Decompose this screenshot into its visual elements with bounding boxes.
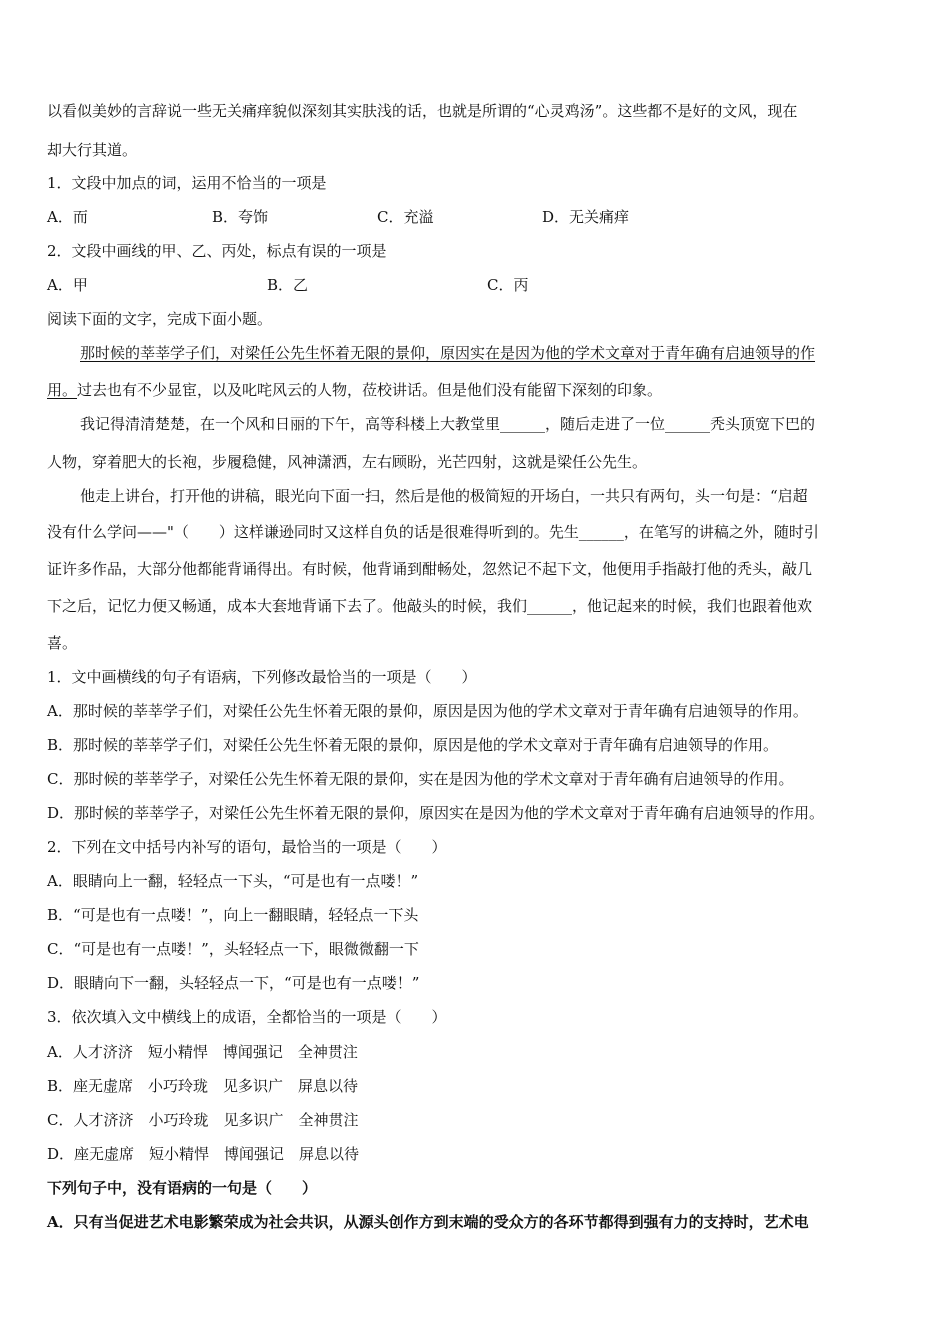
passage1-line1: 以看似美妙的言辞说一些无关痛痒貌似深刻其实肤浅的话，也就是所谓的“心灵鸡汤”。这些都不是好的文风，现在 xyxy=(47,102,798,120)
q1-stem: 1．文段中加点的词，运用不恰当的一项是 xyxy=(47,174,327,192)
final-question-stem: 下列句子中，没有语病的一句是（ ） xyxy=(47,1179,318,1197)
q1-option-a: A．而 xyxy=(47,208,88,226)
passage2-p3-line3: 证许多作品，大部分他都能背诵得出。有时候，他背诵到酣畅处，忽然记不起下文，他便用手指敲打他的秃头，敲几 xyxy=(47,560,813,578)
rq1-stem: 1．文中画横线的句子有语病，下列修改最恰当的一项是（ ） xyxy=(47,668,477,686)
passage2-p3-line4: 下之后，记忆力便又畅通，成本大套地背诵下去了。他敲头的时候，我们______，他记起来的时候，我们也跟着他欢 xyxy=(47,597,813,615)
rq2-option-c: C．“可是也有一点喽！”，头轻轻点一下，眼微微翻一下 xyxy=(47,940,419,958)
passage2-p3-line5: 喜。 xyxy=(47,634,78,652)
passage2-p1-line2-underlined: 用。 xyxy=(47,381,78,399)
q2-stem: 2．文段中画线的甲、乙、丙处，标点有误的一项是 xyxy=(47,242,387,260)
passage2-p1-line2-rest: 过去也有不少显宦，以及叱咤风云的人物，莅校讲话。但是他们没有能留下深刻的印象。 xyxy=(77,381,663,399)
passage1-line2: 却大行其道。 xyxy=(47,141,138,159)
rq1-option-d: D．那时候的莘莘学子，对梁任公先生怀着无限的景仰，原因实在是因为他的学术文章对于青年确有启迪领导的作用。 xyxy=(47,804,825,822)
rq1-option-c: C．那时候的莘莘学子，对梁任公先生怀着无限的景仰，实在是因为他的学术文章对于青年确有启迪领导的作用。 xyxy=(47,770,794,788)
q1-option-c: C．充溢 xyxy=(377,208,434,226)
rq1-option-b: B．那时候的莘莘学子们，对梁任公先生怀着无限的景仰，原因是他的学术文章对于青年确有启迪领导的作用。 xyxy=(47,736,779,754)
reading-intro: 阅读下面的文字，完成下面小题。 xyxy=(47,310,273,328)
rq2-stem: 2．下列在文中括号内补写的语句，最恰当的一项是（ ） xyxy=(47,838,447,856)
passage2-p2-line1: 我记得清清楚楚，在一个风和日丽的下午，高等科楼上大教堂里______，随后走进了一位______秃头顶宽下巴的 xyxy=(80,415,816,433)
rq3-option-b: B．座无虚席 小巧玲珑 见多识广 屏息以待 xyxy=(47,1077,359,1095)
passage2-p1-line2 xyxy=(47,380,662,400)
q1-option-b: B．夸饰 xyxy=(212,208,269,226)
rq2-option-a: A．眼睛向上一翻，轻轻点一下头，“可是也有一点喽！” xyxy=(47,872,419,890)
rq3-stem: 3．依次填入文中横线上的成语，全都恰当的一项是（ ） xyxy=(47,1008,447,1026)
q1-option-d: D．无关痛痒 xyxy=(542,208,630,226)
q2-option-b: B．乙 xyxy=(267,276,309,294)
q2-option-a: A．甲 xyxy=(47,276,88,294)
rq3-option-a: A．人才济济 短小精悍 博闻强记 全神贯注 xyxy=(47,1043,358,1061)
rq3-option-d: D．座无虚席 短小精悍 博闻强记 屏息以待 xyxy=(47,1145,360,1163)
rq1-option-a: A．那时候的莘莘学子们，对梁任公先生怀着无限的景仰，原因是因为他的学术文章对于青年确有启迪领导的作用。 xyxy=(47,702,808,720)
rq2-option-d: D．眼睛向下一翻，头轻轻点一下，“可是也有一点喽！” xyxy=(47,974,420,992)
rq2-option-b: B．“可是也有一点喽！”，向上一翻眼睛，轻轻点一下头 xyxy=(47,906,419,924)
passage2-p3-line2: 没有什么学问——"（ ）这样谦逊同时又这样自负的话是很难得听到的。先生______，在笔写的讲稿之外，随时引 xyxy=(47,523,819,541)
passage2-p2-line2: 人物，穿着肥大的长袍，步履稳健，风神潇洒，左右顾盼，光芒四射，这就是梁任公先生。 xyxy=(47,453,648,471)
passage2-p3-line1: 他走上讲台，打开他的讲稿，眼光向下面一扫，然后是他的极简短的开场白，一共只有两句，头一句是：“启超 xyxy=(80,487,808,505)
rq3-option-c: C．人才济济 小巧玲珑 见多识广 全神贯注 xyxy=(47,1111,359,1129)
passage2-p1-underlined: 那时候的莘莘学子们，对梁任公先生怀着无限的景仰，原因实在是因为他的学术文章对于青年确有启迪领导的作 xyxy=(80,344,816,362)
q2-option-c: C．丙 xyxy=(487,276,529,294)
final-question-option-a: A．只有当促进艺术电影繁荣成为社会共识，从源头创作方到末端的受众方的各环节都得到强有力的支持时，艺术电 xyxy=(47,1213,809,1231)
